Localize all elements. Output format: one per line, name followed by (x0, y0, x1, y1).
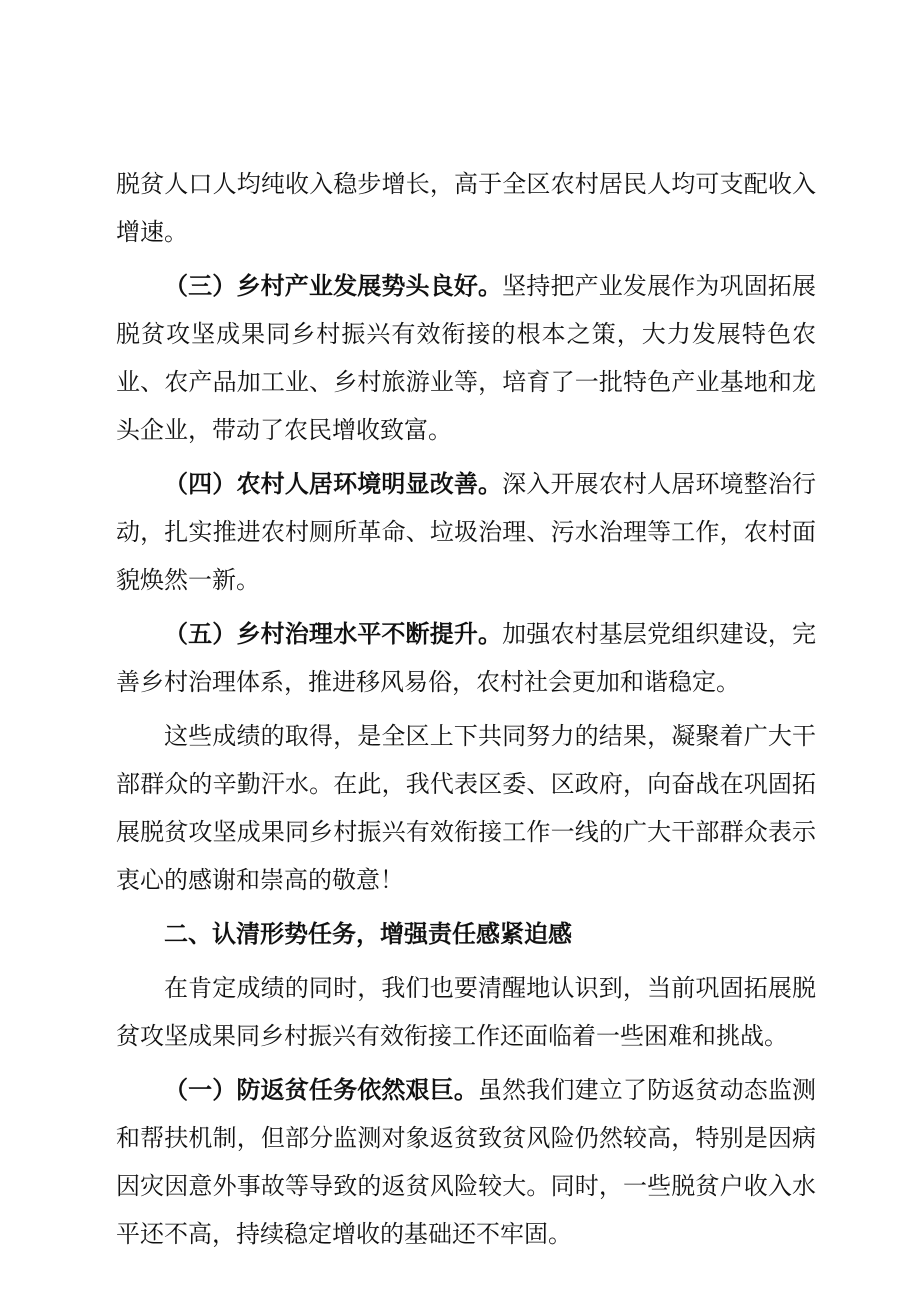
paragraph-income-growth (116, 160, 816, 256)
paragraph-anti-poverty (116, 1066, 816, 1258)
paragraph-environment (116, 460, 816, 604)
paragraph-industry (116, 262, 816, 454)
paragraph-text: 加强农村基层党组织建设，完善乡村治理体系，推进移风易俗，农村社会更加和谐稳定。 (116, 620, 817, 696)
section-heading-text: 二、认清形势任务，增强责任感紧迫感 (164, 920, 572, 948)
paragraph-lead: （三）乡村产业发展势头良好。 (164, 271, 503, 300)
paragraph-lead: （一）防返贫任务依然艰巨。 (164, 1075, 478, 1104)
paragraph-challenges (116, 964, 816, 1060)
paragraph-lead: （四）农村人居环境明显改善。 (164, 469, 503, 498)
paragraph-text: 虽然我们建立了防返贫动态监测和帮扶机制，但部分监测对象返贫致贫风险仍然较高，特别是因病因灾因意外事故等导致的返贫风险较大。同时，一些脱贫户收入水平还不高，持续稳定增收的基础还不牢固。 (116, 1076, 816, 1248)
paragraph-achievements (116, 712, 816, 904)
section-heading (116, 910, 816, 958)
paragraph-text: 这些成绩的取得，是全区上下共同努力的结果，凝聚着广大干部群众的辛勤汗水。在此，我代表区委、区政府，向奋战在巩固拓展脱贫攻坚成果同乡村振兴有效衔接工作一线的广大干部群众表示衷心的感谢和崇高的敬意！ (116, 722, 816, 894)
paragraph-governance (116, 610, 816, 706)
paragraph-text: 脱贫人口人均纯收入稳步增长，高于全区农村居民人均可支配收入增速。 (116, 170, 816, 246)
paragraph-text: 坚持把产业发展作为巩固拓展脱贫攻坚成果同乡村振兴有效衔接的根本之策，大力发展特色农业、农产品加工业、乡村旅游业等，培育了一批特色产业基地和龙头企业，带动了农民增收致富。 (116, 272, 817, 444)
paragraph-text: 深入开展农村人居环境整治行动，扎实推进农村厕所革命、垃圾治理、污水治理等工作，农村面貌焕然一新。 (116, 470, 817, 594)
paragraph-lead: （五）乡村治理水平不断提升。 (164, 619, 503, 648)
paragraph-text: 在肯定成绩的同时，我们也要清醒地认识到，当前巩固拓展脱贫攻坚成果同乡村振兴有效衔接工作还面临着一些困难和挑战。 (116, 974, 816, 1050)
document-body (116, 160, 816, 1264)
